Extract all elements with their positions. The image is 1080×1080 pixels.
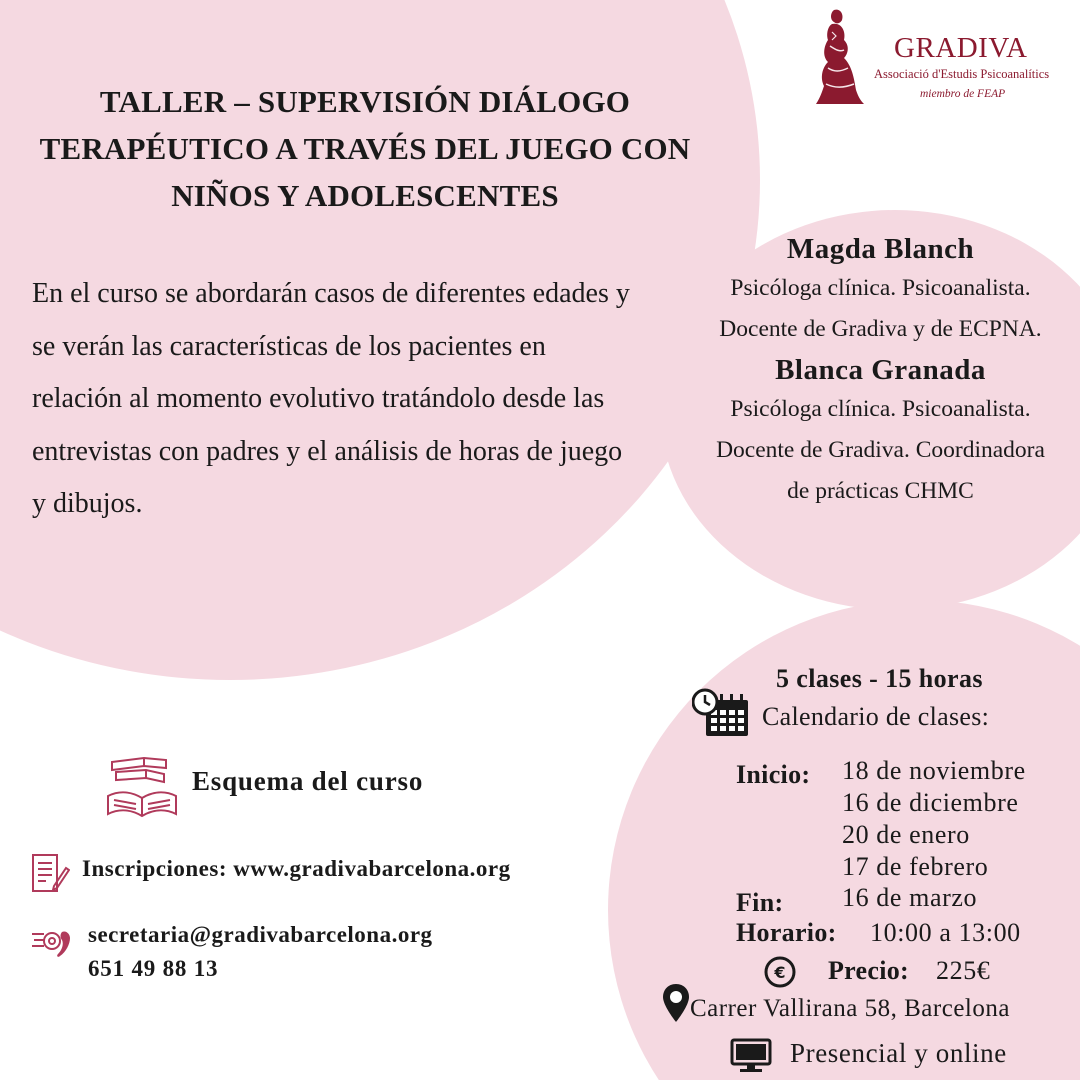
euro-icon [764,956,796,988]
contact-phone[interactable]: 651 49 88 13 [88,956,219,981]
registration-link[interactable]: Inscripciones: www.gradivabarcelona.org [82,856,511,881]
speaker-name: Magda Blanch [786,233,975,265]
logo-name: GRADIVA [894,32,1028,64]
speaker-description: Psicóloga clínica. Psicoanalista. Docente de Gradiva. Coordinadora de prácticas CHMC [716,396,1045,504]
location: Carrer Vallirana 58, Barcelona [690,995,1010,1022]
logo-subtitle: Associació d'Estudis Psicoanalítics [874,67,1050,81]
clock-calendar-icon [692,688,750,738]
speakers [708,230,1053,512]
course-outline-link[interactable]: Esquema del curso [192,766,424,796]
end-label: Fin: [736,888,784,917]
course-mode: Presencial y online [790,1038,1007,1068]
class-date: 16 de marzo [842,883,978,912]
class-date: 17 de febrero [842,852,989,881]
monitor-icon [730,1038,772,1074]
woman-figure-logo [810,6,866,106]
gradiva-logo [806,6,1076,106]
speaker-description: Psicóloga clínica. Psicoanalista. Docente de Gradiva y de ECPNA. [719,275,1042,342]
course-description: En el curso se abordarán casos de diferentes edades y se verán las características de los pacientes en relación al momento evolutivo tratándolo desde las entrevistas con padres y el análisis de horas de juego y dibujos. [32,278,630,519]
speaker-name: Blanca Granada [775,354,986,386]
contact-icon [30,926,76,960]
svg-text:€: € [774,963,786,982]
logo-member: miembro de FEAP [920,88,1006,100]
time-label: Horario: [736,918,837,947]
start-label: Inicio: [736,760,811,789]
contact-email[interactable]: secretaria@gradivabarcelona.org [88,922,433,947]
price-label: Precio: [828,956,910,985]
form-icon [30,852,70,894]
time-value: 10:00 a 13:00 [870,918,1021,947]
books-icon [104,748,180,822]
course-title: TALLER – SUPERVISIÓN DIÁLOGO TERAPÉUTICO A TRAVÉS DEL JUEGO CON NIÑOS Y ADOLESCENTES [39,84,691,213]
class-date: 18 de noviembre [842,756,1026,785]
price-value: 225€ [936,956,991,985]
calendar-label: Calendario de clases: [762,702,990,731]
location-pin-icon [660,982,692,1024]
schedule-summary: 5 clases - 15 horas [776,664,983,693]
class-date: 20 de enero [842,820,970,849]
class-date: 16 de diciembre [842,788,1019,817]
